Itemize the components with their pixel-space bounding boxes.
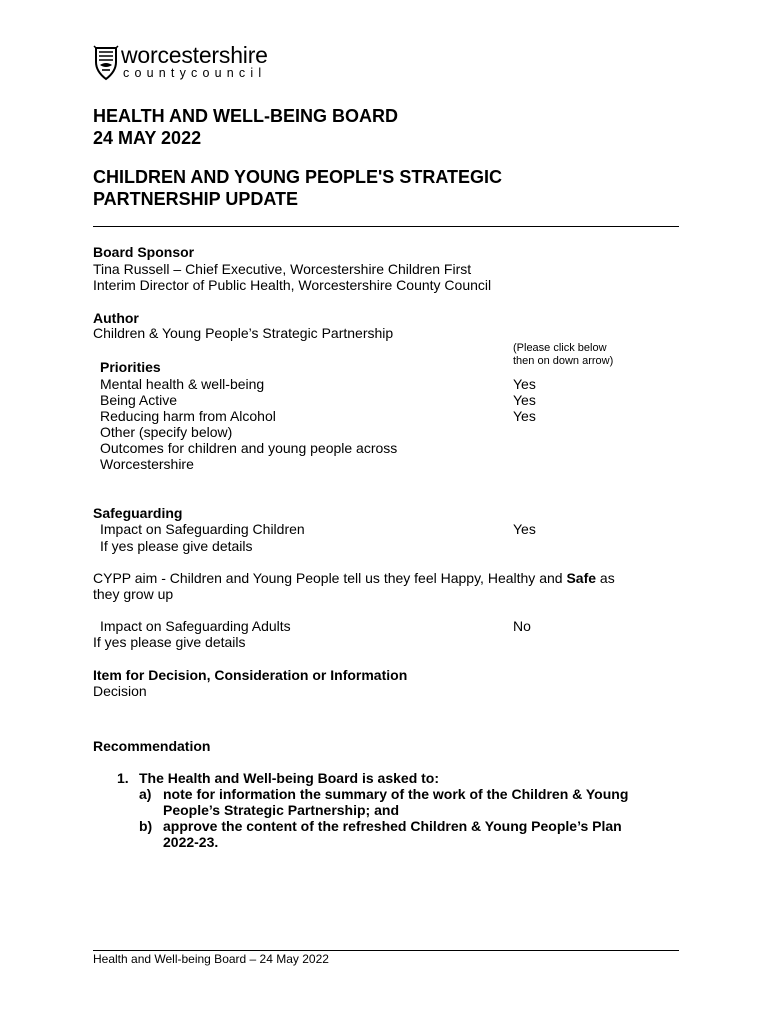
safeguarding-children-label: Impact on Safeguarding Children [100,521,305,537]
priority-dropdown-value[interactable]: Yes [513,392,536,408]
meeting-date: 24 MAY 2022 [93,128,202,148]
safeguarding-children-value[interactable]: Yes [513,521,536,537]
cypp-aim-suffix: as [596,570,615,586]
item-type-value: Decision [93,683,147,699]
logo-name: worcestershire [121,42,268,68]
recommendation-a-label: a) [139,786,152,802]
council-crest-icon [93,44,119,82]
sponsor-heading: Board Sponsor [93,244,195,260]
priority-label: Reducing harm from Alcohol [100,408,276,424]
report-title-line2: PARTNERSHIP UPDATE [93,189,299,209]
author-heading: Author [93,310,139,326]
footer-divider [93,950,679,951]
priorities-note-line1: (Please click below [513,342,607,354]
safeguarding-adults-value[interactable]: No [513,618,531,634]
priority-other-line2: Worcestershire [100,456,194,472]
header-divider [93,226,679,227]
priority-dropdown-value[interactable]: Yes [513,376,536,392]
board-title: HEALTH AND WELL-BEING BOARD [93,106,398,126]
cypp-aim-line2: they grow up [93,586,174,602]
report-title-line1: CHILDREN AND YOUNG PEOPLE'S STRATEGIC [93,167,502,187]
recommendation-number: 1. [117,770,129,786]
sponsor-line2: Interim Director of Public Health, Worcestershire County Council [93,277,492,293]
priority-dropdown-value[interactable]: Yes [513,408,536,424]
cypp-aim-line1 [93,570,615,586]
safeguarding-children-details: If yes please give details [100,538,253,554]
item-type-heading: Item for Decision, Consideration or Information [93,667,408,683]
safeguarding-adults-details: If yes please give details [93,634,246,650]
priority-other-line1: Outcomes for children and young people across [100,440,398,456]
recommendation-b-line1: approve the content of the refreshed Children & Young People’s Plan [163,818,622,834]
recommendation-b-line2: 2022-23. [163,834,219,850]
recommendation-a-line2: People’s Strategic Partnership; and [163,802,399,818]
council-logo [93,44,293,84]
safeguarding-heading: Safeguarding [93,505,183,521]
recommendation-a-line1: note for information the summary of the work of the Children & Young [163,786,629,802]
recommendation-b-label: b) [139,818,153,834]
author-line1: Children & Young People’s Strategic Partnership [93,325,394,341]
priority-label: Other (specify below) [100,424,233,440]
priorities-note-line2: then on down arrow) [513,355,614,367]
cypp-aim-bold: Safe [566,570,597,586]
footer-text: Health and Well-being Board – 24 May 2022 [93,952,329,966]
priority-label: Mental health & well-being [100,376,265,392]
recommendation-heading: Recommendation [93,738,211,754]
safeguarding-adults-label: Impact on Safeguarding Adults [100,618,291,634]
priority-label: Being Active [100,392,178,408]
recommendation-intro: The Health and Well-being Board is asked to: [139,770,440,786]
cypp-aim-prefix: CYPP aim - Children and Young People tell us they feel Happy, Healthy and [93,570,567,586]
priorities-heading: Priorities [100,359,161,375]
logo-subtitle: countycouncil [123,66,267,80]
sponsor-line1: Tina Russell – Chief Executive, Worcestershire Children First [93,261,472,277]
